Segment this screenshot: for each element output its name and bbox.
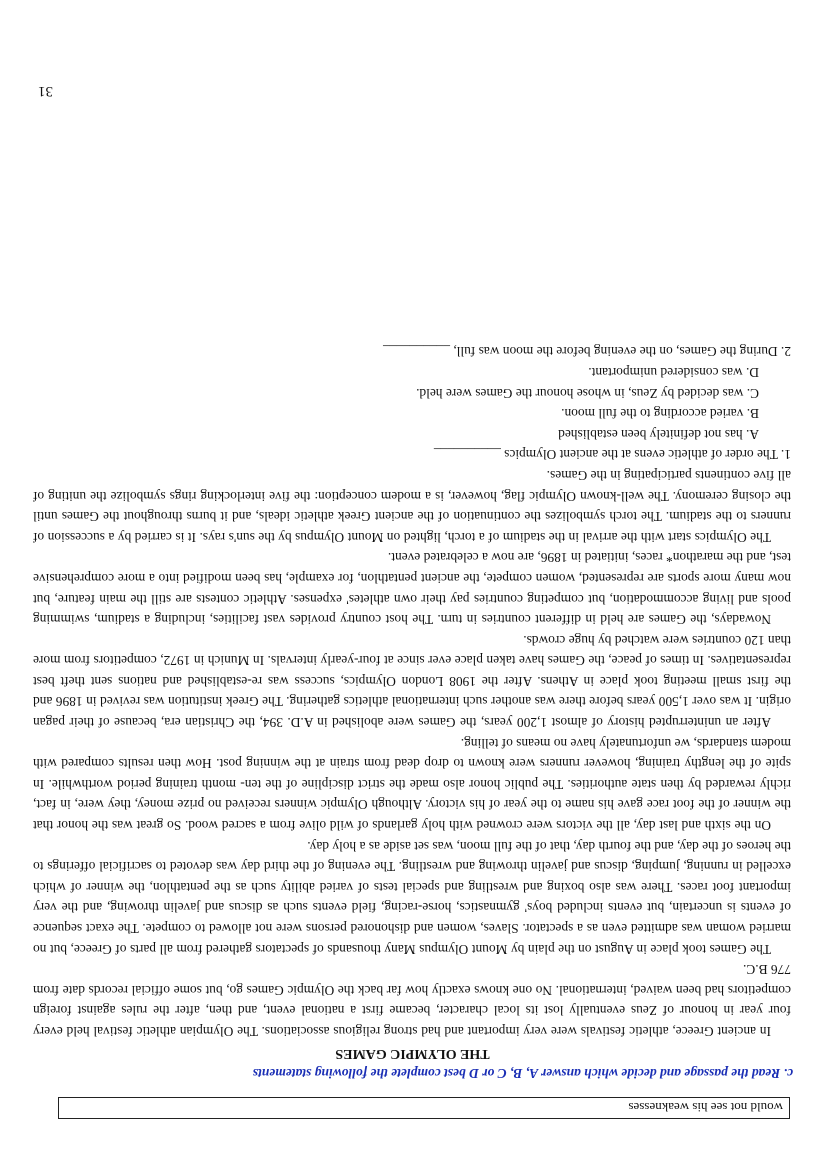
- paragraph: On the sixth and last day, all the victors were crowned with holy garlands of wild olive from a sacred wood. So great was the honor that the winner of the foot race gave his name to the year of his victory. Although Olympic winners received no prize money, they were, in fact, richly rewarded by then state authorities. The public honor also made the strict discipline of the ten- month training period worthwhile. In spite of the lengthy training, however runners were known to drop dead from strain at the winning post. How then results compared with modem standards, we unfortunately have no means of telling.: [33, 735, 791, 834]
- question-1: 1. The order of athletic evens at the ancient Olympics __________: [433, 447, 791, 463]
- paragraph: After an uninterrupted history of almost 1,200 years, the Games were abolished in A.D. 394, the Christian era, because of their pagan origin. It was over 1,500 years before there was another such international athletics gathering. The Greek institution was revived in 1896 and the first small meeting took place in Athens. After the 1908 London Olympics, success was re-established and nations sent theft best representatives. In times of peace, the Games have taken place ever since at four-yearly intervals. In Munich in 1972, competitors from more than 120 countries were watched by huge crowds.: [33, 632, 791, 731]
- paragraph: The Games took place in August on the plain by Mount Olympus Many thousands of spectators gathered from all parts of Greece, but no married woman was admitted even as a spectator. Slaves, women and dishonored persons were not allowed to compete. The exact sequence of events is uncertain, but events included boys' gymnastics, horse-racing, field events such as discus and javelin throwing, and the very important foot races. There was also boxing and wrestling and special tests of varied ability such as the pentathlon, the winner of which excelled in running, jumping, discus and javelin throwing and wrestling. The evening of the third day was devoted to sacrificial offerings to the heroes of the day, and the fourth day, that of the full moon, was set aside as a holy day.: [33, 838, 791, 957]
- instruction: c. Read the passage and decide which answer A, B, C or D best complete the following statements: [252, 1066, 793, 1081]
- paragraph: In ancient Greece, athletic festivals were very important and had strong religious associations. The Olympian athletic festival held every four year in honour of Zeus eventually lost its local character, became first a national event, and then, after the rules against foreign competitors had been waived, international. No one knows exactly how far back the Olympic Games go, but some official records date from 776 B.C.: [33, 962, 791, 1039]
- option-1b: B. varied according to the full moon.: [561, 406, 759, 422]
- option-1a: A. has not definitely been established: [558, 426, 759, 442]
- passage-title: THE OLYMPIC GAMES: [335, 1046, 490, 1061]
- option-1d: D. was considered unimportant.: [588, 365, 759, 380]
- passage-body: [33, 341, 791, 1041]
- page-number: 31: [38, 83, 53, 99]
- paragraph: Nowadays, the Games are held in different countries in turn. The host country provides vast facilities, including a stadium, swimming pools and living accommodation, but competing countries pay their own athletes' expenses. Athletic contests are still the main feature, but now many more sports are represented, women compete, the ancient pentathlon, for example, has been modified into a more comprehensive test, and the marathon* races, initiated in 1896, are now a celebrated event.: [33, 550, 791, 628]
- option-1c: C. was decided by Zeus, in whose honour the Games were held.: [416, 385, 759, 401]
- answer-box: would not see his weaknesses: [58, 1097, 790, 1119]
- paragraph: The Olympics start with the arrival in the stadium of a torch, lighted on Mount Olympus by the sun's rays. It is carried by a succession of runners to the stadium. The torch symbolizes the continuation of the ancient Greek athletic ideals, and it burns throughout the Games until the closing ceremony. The well-known Olympic flag, however, is a modem conception: the five interlocking rings symbolize the uniting of all five continents participating in the Games.: [33, 467, 791, 545]
- question-2: 2. During the Games, on the evening before the moon was full, __________: [383, 344, 791, 360]
